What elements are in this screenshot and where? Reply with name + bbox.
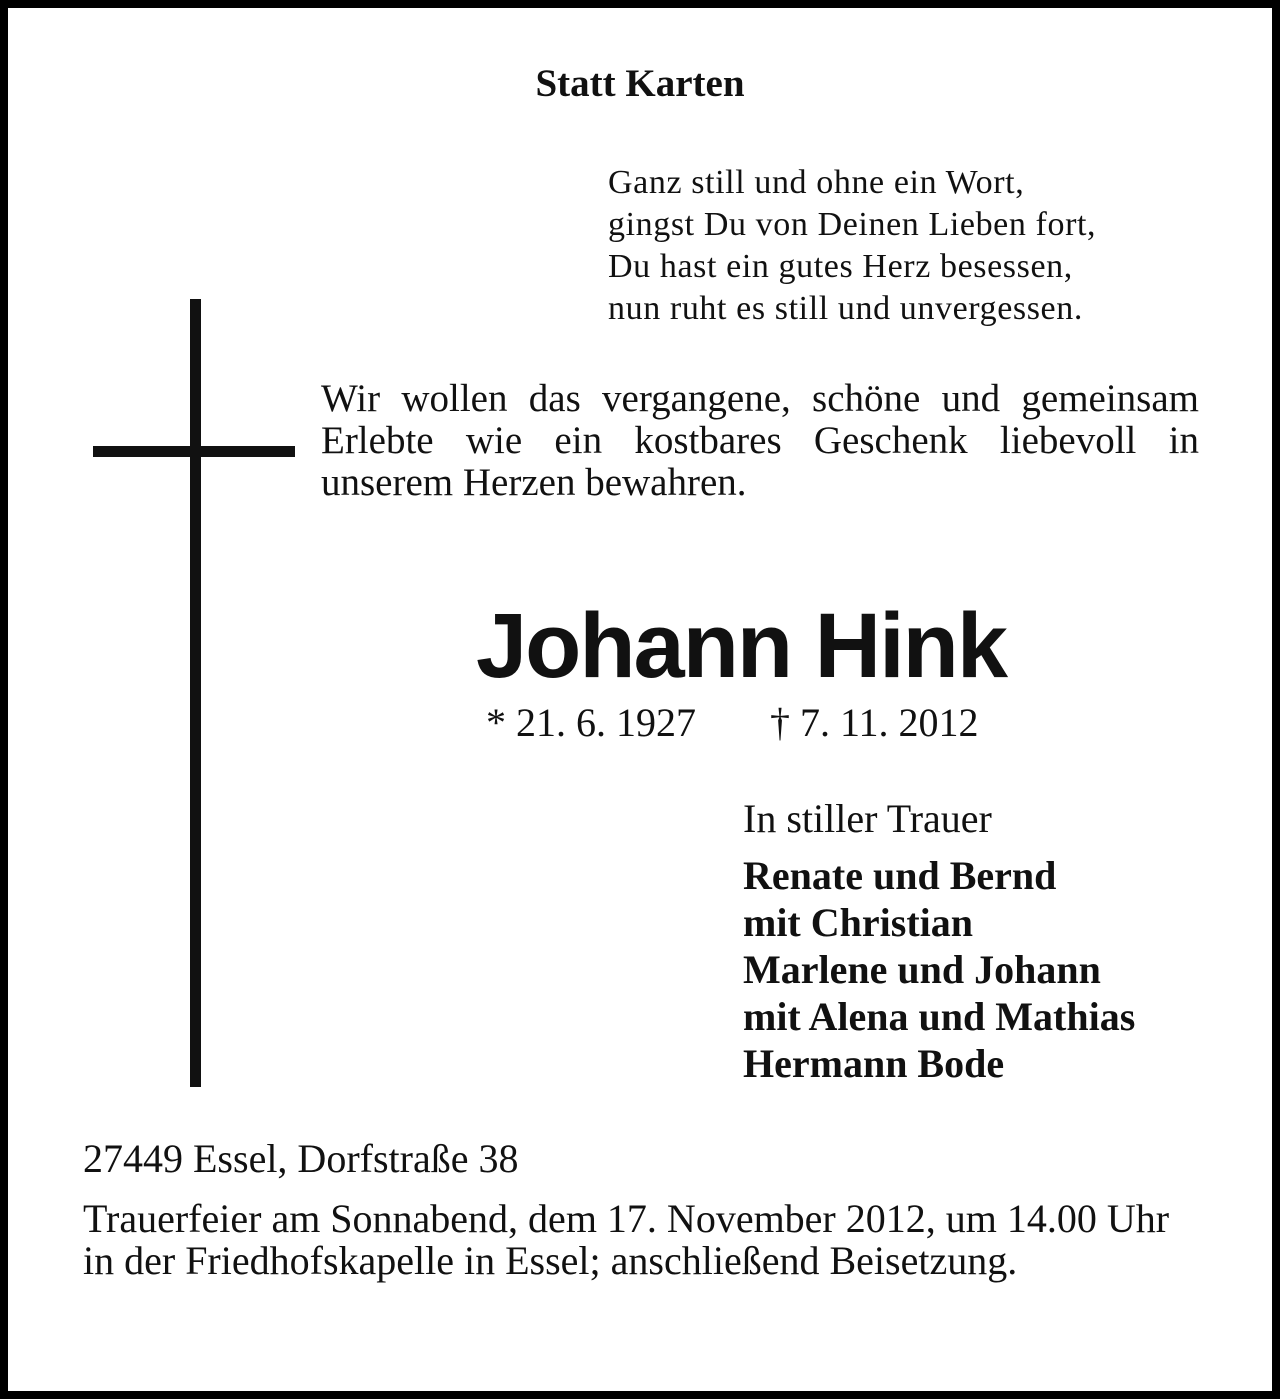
family-line: Marlene und Johann	[743, 947, 1101, 992]
life-dates	[486, 700, 979, 746]
funeral-service-info: Trauerfeier am Sonnabend, dem 17. November 2012, um 14.00 Uhr in der Friedhofskapelle in Essel; anschließend Beisetzung.	[83, 1196, 1170, 1283]
poem-line: Ganz still und ohne ein Wort,	[608, 164, 1025, 201]
poem-line: gingst Du von Deinen Lieben fort,	[608, 206, 1097, 243]
cross-icon	[190, 299, 201, 1087]
notice-header: Statt Karten	[535, 62, 745, 105]
family-line: mit Alena und Mathias	[743, 994, 1136, 1039]
deceased-name: Johann Hink	[476, 595, 1007, 697]
family-list	[743, 852, 1135, 1087]
death-date: † 7. 11. 2012	[770, 700, 979, 745]
cross-icon-bar	[93, 446, 295, 457]
birth-date: * 21. 6. 1927	[486, 700, 696, 745]
poem-line: nun ruht es still und unvergessen.	[608, 290, 1083, 327]
family-line: mit Christian	[743, 900, 973, 945]
family-line: Renate und Bernd	[743, 853, 1057, 898]
poem-line: Du hast ein gutes Herz besessen,	[608, 248, 1073, 285]
poem	[608, 162, 1096, 330]
mourning-label: In stiller Trauer	[743, 796, 992, 841]
address: 27449 Essel, Dorfstraße 38	[83, 1136, 519, 1181]
family-line: Hermann Bode	[743, 1041, 1005, 1086]
memorial-quote: Wir wollen das vergangene, schöne und gemeinsam Erlebte wie ein kostbares Geschenk liebevoll in unserem Herzen bewahren.	[321, 377, 1199, 504]
